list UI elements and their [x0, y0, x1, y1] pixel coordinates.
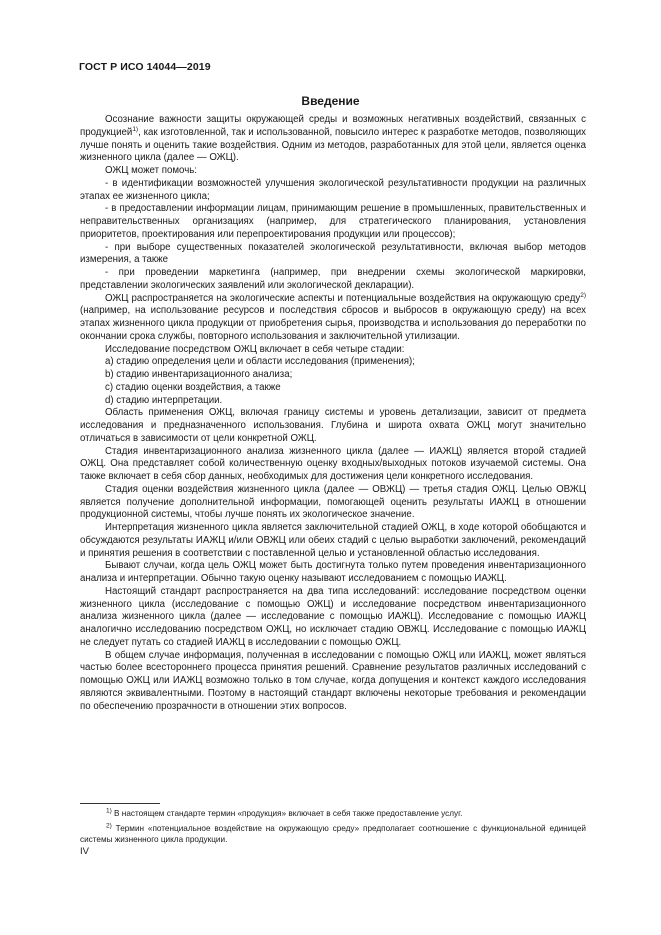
list-item: a) стадию определения цели и области исследования (применения);: [105, 356, 415, 368]
list-item: - при выборе существенных показателей экологической результативности, включая выбор методов измерения, а также: [80, 241, 586, 266]
paragraph: Интерпретация жизненного цикла является заключительной стадией ОЖЦ, в ходе которой обобщаются и обсуждаются результаты ИАЖЦ и/или ОВЖЦ или обеих стадий с целью выработки заключений, рекомендаций и принятия решения в соответствии с поставленной целью и установленной областью исследования.: [80, 522, 586, 559]
footnote-mark: 2): [106, 821, 112, 829]
footnote: $^{2)}$ Термин «потенциальное воздействие на окружающую среду» предполагает соотношение с функциональной единицей системы жизненного цикла продукции.: [80, 821, 586, 844]
paragraph: Область применения ОЖЦ, включая границу системы и уровень детализации, зависит от предмета исследования и предназначенного использования. Глубина и широта охвата ОЖЦ могут значительно отличаться в зависимости от цели конкретной ОЖЦ.: [80, 407, 586, 444]
paragraph: Настоящий стандарт распространяется на два типа исследований: исследование посредством оценки жизненного цикла (исследование с помощью ОЖЦ) и исследование посредством инвентаризационного анализа жизненного цикла (далее — исследование с помощью ИАЖЦ). Исследование с помощью ИАЖЦ аналогично исследованию посредством ОЖЦ, но исключает стадию ОВЖЦ. Исследование с помощью ИАЖЦ не следует путать со стадией ИАЖЦ в исследовании с помощью ОЖЦ.: [80, 585, 586, 648]
footnotes: [80, 808, 586, 849]
footnote-ref: 2): [580, 291, 586, 299]
footnote-mark: 1): [106, 807, 112, 815]
list-item: - в предоставлении информации лицам, принимающим решение в промышленных, правительственных и неправительственных организациях (например, для стратегического планирования, установления приоритетов, проектирования или перепроектирования продукции или процессов);: [80, 203, 586, 240]
list-item: - в идентификации возможностей улучшения экологической результативности продукции на различных этапах ее жизненного цикла;: [80, 177, 586, 202]
body-text: [80, 114, 586, 713]
footnote-divider: [80, 803, 160, 804]
paragraph: Исследование посредством ОЖЦ включает в себя четыре стадии:: [105, 343, 405, 355]
paragraph: ОЖЦ распространяется на экологические аспекты и потенциальные воздействия на окружающую среду$^{2)}$ (например, на использование ресурсов и последствия сбросов и выбросов в окружающую среду) на всех этапах жизненного цикла продукции от приобретения сырья, производства и использования до переработки по окончании срока службы, повторного использования и заключительной утилизации.: [80, 291, 586, 342]
page-number: IV: [80, 846, 89, 857]
paragraph: Осознание важности защиты окружающей среды и возможных негативных воздействий, связанных с продукцией$^{1)}$, как изготовленной, так и использованной, повысило интерес к разработке методов, позволяющих лучше понять и оценить такие воздействия. Одним из методов, разработанных для этой цели, является оценка жизненного цикла (далее — ОЖЦ).: [80, 114, 586, 164]
section-title: Введение: [301, 94, 360, 108]
list-item: d) стадию интерпретации.: [105, 394, 223, 406]
document-header: ГОСТ Р ИСО 14044—2019: [79, 61, 211, 73]
paragraph: Бывают случаи, когда цель ОЖЦ может быть достигнута только путем проведения инвентаризационного анализа и интерпретации. Обычно такую оценку называют исследованием с помощью ИАЖЦ.: [80, 560, 586, 584]
paragraph: ОЖЦ может помочь:: [105, 165, 197, 176]
paragraph: Стадия оценки воздействия жизненного цикла (далее — ОВЖЦ) — третья стадия ОЖЦ. Целью ОВЖЦ является получение дополнительной информации, помогающей оценить результаты ИАЖЦ в отношении продукционной системы, чтобы лучше понять их экологическое значение.: [80, 483, 586, 521]
footnote: $^{1)}$ В настоящем стандарте термин «продукция» включает в себя также предоставление услуг.: [106, 807, 463, 818]
paragraph: В общем случае информация, полученная в исследовании с помощью ОЖЦ или ИАЖЦ, может являться частью более всестороннего процесса принятия решений. Сравнение результатов различных исследований с помощью ОЖЦ или ИАЖЦ возможно только в том случае, когда допущения и контекст каждого исследования являются эквивалентными. Поэтому в настоящий стандарт включены некоторые требования и рекомендации по обеспечению прозрачности в отношении этих вопросов.: [80, 649, 586, 712]
footnote-ref: 1): [132, 125, 139, 133]
list-item: b) стадию инвентаризационного анализа;: [105, 369, 293, 380]
list-item: c) стадию оценки воздействия, а также: [105, 381, 281, 393]
list-item: - при проведении маркетинга (например, при внедрении схемы экологической маркировки, представлении экологических заявлений или экологической декларации).: [80, 267, 586, 291]
paragraph: Стадия инвентаризационного анализа жизненного цикла (далее — ИАЖЦ) является второй стадией ОЖЦ. Она представляет собой количественную оценку входных/выходных потоков изучаемой системы. Она также включает в себя сбор данных, необходимых для достижения цели конкретного исследования.: [80, 445, 586, 482]
